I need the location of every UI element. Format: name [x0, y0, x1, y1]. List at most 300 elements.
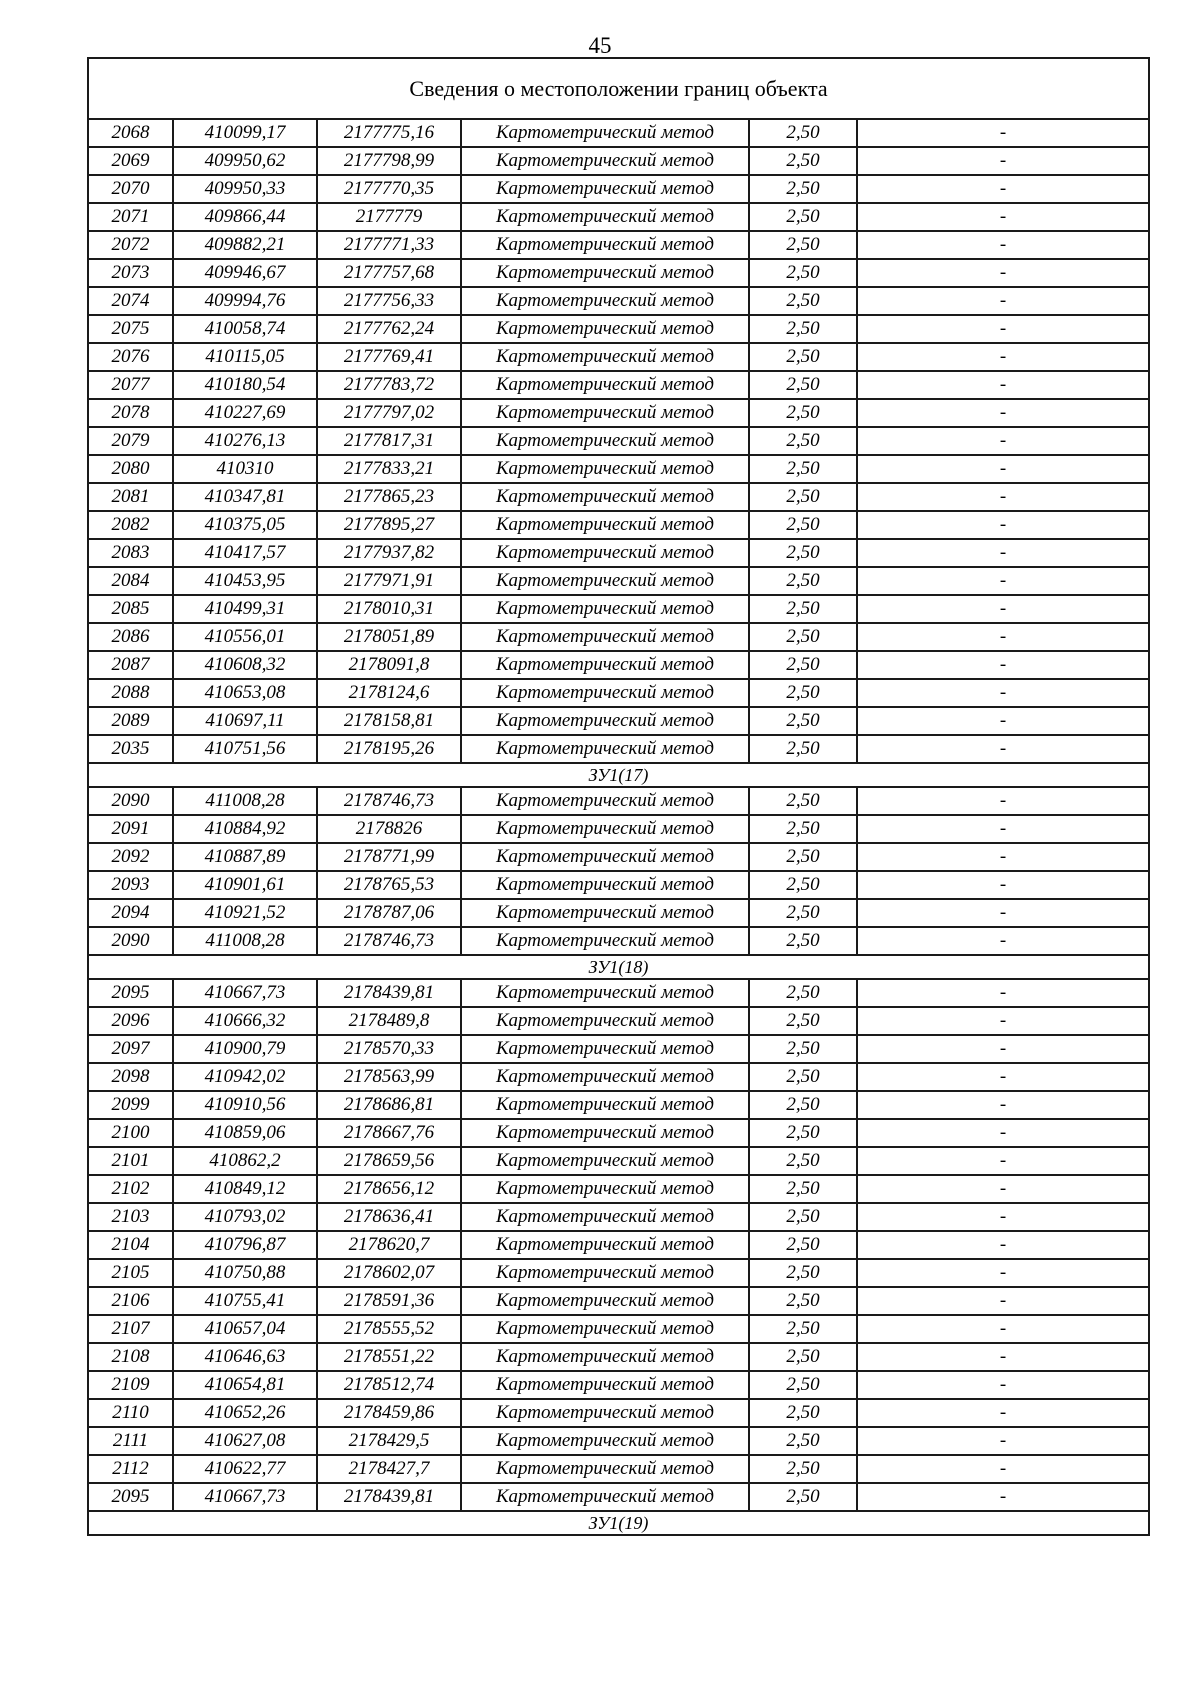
description-cell: - [857, 979, 1149, 1007]
x-coordinate-cell: 410859,06 [173, 1119, 317, 1147]
point-number-cell: 2035 [88, 735, 173, 763]
description-cell: - [857, 1427, 1149, 1455]
description-cell: - [857, 539, 1149, 567]
accuracy-cell: 2,50 [749, 1259, 857, 1287]
accuracy-cell: 2,50 [749, 1231, 857, 1259]
table-row [88, 427, 1149, 455]
table-row [88, 1007, 1149, 1035]
table-row [88, 1483, 1149, 1511]
method-cell: Картометрический метод [461, 259, 749, 287]
accuracy-cell: 2,50 [749, 147, 857, 175]
x-coordinate-cell: 410310 [173, 455, 317, 483]
description-cell: - [857, 287, 1149, 315]
description-cell: - [857, 147, 1149, 175]
method-cell: Картометрический метод [461, 567, 749, 595]
description-cell: - [857, 815, 1149, 843]
point-number-cell: 2078 [88, 399, 173, 427]
description-cell: - [857, 1371, 1149, 1399]
accuracy-cell: 2,50 [749, 1175, 857, 1203]
description-cell: - [857, 483, 1149, 511]
method-cell: Картометрический метод [461, 1147, 749, 1175]
x-coordinate-cell: 410180,54 [173, 371, 317, 399]
x-coordinate-cell: 410942,02 [173, 1063, 317, 1091]
x-coordinate-cell: 410750,88 [173, 1259, 317, 1287]
x-coordinate-cell: 410900,79 [173, 1035, 317, 1063]
y-coordinate-cell: 2177775,16 [317, 119, 461, 147]
point-number-cell: 2098 [88, 1063, 173, 1091]
point-number-cell: 2076 [88, 343, 173, 371]
point-number-cell: 2096 [88, 1007, 173, 1035]
x-coordinate-cell: 411008,28 [173, 787, 317, 815]
y-coordinate-cell: 2178551,22 [317, 1343, 461, 1371]
accuracy-cell: 2,50 [749, 1063, 857, 1091]
accuracy-cell: 2,50 [749, 511, 857, 539]
accuracy-cell: 2,50 [749, 1203, 857, 1231]
accuracy-cell: 2,50 [749, 623, 857, 651]
point-number-cell: 2070 [88, 175, 173, 203]
description-cell: - [857, 231, 1149, 259]
x-coordinate-cell: 410884,92 [173, 815, 317, 843]
point-number-cell: 2112 [88, 1455, 173, 1483]
method-cell: Картометрический метод [461, 371, 749, 399]
method-cell: Картометрический метод [461, 1175, 749, 1203]
table-row [88, 651, 1149, 679]
method-cell: Картометрический метод [461, 1259, 749, 1287]
table-row [88, 119, 1149, 147]
description-cell: - [857, 679, 1149, 707]
point-number-cell: 2107 [88, 1315, 173, 1343]
method-cell: Картометрический метод [461, 1371, 749, 1399]
point-number-cell: 2097 [88, 1035, 173, 1063]
method-cell: Картометрический метод [461, 899, 749, 927]
y-coordinate-cell: 2178439,81 [317, 979, 461, 1007]
point-number-cell: 2082 [88, 511, 173, 539]
table-row [88, 1119, 1149, 1147]
x-coordinate-cell: 410887,89 [173, 843, 317, 871]
description-cell: - [857, 595, 1149, 623]
description-cell: - [857, 371, 1149, 399]
point-number-cell: 2108 [88, 1343, 173, 1371]
point-number-cell: 2089 [88, 707, 173, 735]
method-cell: Картометрический метод [461, 927, 749, 955]
method-cell: Картометрический метод [461, 651, 749, 679]
point-number-cell: 2095 [88, 1483, 173, 1511]
description-cell: - [857, 1231, 1149, 1259]
y-coordinate-cell: 2178746,73 [317, 787, 461, 815]
table-row [88, 735, 1149, 763]
page-number: 45 [588, 33, 612, 58]
description-cell: - [857, 707, 1149, 735]
y-coordinate-cell: 2177797,02 [317, 399, 461, 427]
description-cell: - [857, 1399, 1149, 1427]
accuracy-cell: 2,50 [749, 1091, 857, 1119]
point-number-cell: 2102 [88, 1175, 173, 1203]
table-row [88, 595, 1149, 623]
point-number-cell: 2091 [88, 815, 173, 843]
point-number-cell: 2072 [88, 231, 173, 259]
description-cell: - [857, 567, 1149, 595]
y-coordinate-cell: 2178659,56 [317, 1147, 461, 1175]
table-title-row [88, 58, 1149, 119]
method-cell: Картометрический метод [461, 1007, 749, 1035]
method-cell: Картометрический метод [461, 455, 749, 483]
method-cell: Картометрический метод [461, 871, 749, 899]
method-cell: Картометрический метод [461, 539, 749, 567]
accuracy-cell: 2,50 [749, 455, 857, 483]
x-coordinate-cell: 411008,28 [173, 927, 317, 955]
table-row [88, 539, 1149, 567]
accuracy-cell: 2,50 [749, 595, 857, 623]
method-cell: Картометрический метод [461, 787, 749, 815]
method-cell: Картометрический метод [461, 119, 749, 147]
method-cell: Картометрический метод [461, 343, 749, 371]
x-coordinate-cell: 409950,33 [173, 175, 317, 203]
description-cell: - [857, 1203, 1149, 1231]
method-cell: Картометрический метод [461, 315, 749, 343]
accuracy-cell: 2,50 [749, 787, 857, 815]
accuracy-cell: 2,50 [749, 1371, 857, 1399]
table-row [88, 927, 1149, 955]
accuracy-cell: 2,50 [749, 175, 857, 203]
table-row [88, 1455, 1149, 1483]
x-coordinate-cell: 410276,13 [173, 427, 317, 455]
table-row [88, 1231, 1149, 1259]
point-number-cell: 2095 [88, 979, 173, 1007]
accuracy-cell: 2,50 [749, 1147, 857, 1175]
y-coordinate-cell: 2178656,12 [317, 1175, 461, 1203]
point-number-cell: 2068 [88, 119, 173, 147]
point-number-cell: 2081 [88, 483, 173, 511]
section-header-row [88, 1511, 1149, 1535]
x-coordinate-cell: 410921,52 [173, 899, 317, 927]
description-cell: - [857, 843, 1149, 871]
accuracy-cell: 2,50 [749, 483, 857, 511]
method-cell: Картометрический метод [461, 399, 749, 427]
x-coordinate-cell: 410058,74 [173, 315, 317, 343]
y-coordinate-cell: 2178620,7 [317, 1231, 461, 1259]
method-cell: Картометрический метод [461, 679, 749, 707]
description-cell: - [857, 1259, 1149, 1287]
y-coordinate-cell: 2178563,99 [317, 1063, 461, 1091]
y-coordinate-cell: 2177937,82 [317, 539, 461, 567]
y-coordinate-cell: 2178787,06 [317, 899, 461, 927]
method-cell: Картометрический метод [461, 1231, 749, 1259]
description-cell: - [857, 1035, 1149, 1063]
point-number-cell: 2105 [88, 1259, 173, 1287]
table-row [88, 899, 1149, 927]
y-coordinate-cell: 2177798,99 [317, 147, 461, 175]
y-coordinate-cell: 2178667,76 [317, 1119, 461, 1147]
method-cell: Картометрический метод [461, 511, 749, 539]
method-cell: Картометрический метод [461, 1035, 749, 1063]
description-cell: - [857, 1147, 1149, 1175]
point-number-cell: 2077 [88, 371, 173, 399]
x-coordinate-cell: 410499,31 [173, 595, 317, 623]
point-number-cell: 2104 [88, 1231, 173, 1259]
description-cell: - [857, 1007, 1149, 1035]
accuracy-cell: 2,50 [749, 399, 857, 427]
description-cell: - [857, 1063, 1149, 1091]
y-coordinate-cell: 2177771,33 [317, 231, 461, 259]
y-coordinate-cell: 2177971,91 [317, 567, 461, 595]
point-number-cell: 2092 [88, 843, 173, 871]
table-row [88, 343, 1149, 371]
table-row [88, 1203, 1149, 1231]
x-coordinate-cell: 410901,61 [173, 871, 317, 899]
x-coordinate-cell: 410654,81 [173, 1371, 317, 1399]
accuracy-cell: 2,50 [749, 1399, 857, 1427]
y-coordinate-cell: 2178570,33 [317, 1035, 461, 1063]
description-cell: - [857, 735, 1149, 763]
x-coordinate-cell: 410667,73 [173, 979, 317, 1007]
y-coordinate-cell: 2178489,8 [317, 1007, 461, 1035]
y-coordinate-cell: 2178686,81 [317, 1091, 461, 1119]
method-cell: Картометрический метод [461, 175, 749, 203]
point-number-cell: 2100 [88, 1119, 173, 1147]
table-row [88, 483, 1149, 511]
description-cell: - [857, 1287, 1149, 1315]
table-row [88, 787, 1149, 815]
x-coordinate-cell: 410417,57 [173, 539, 317, 567]
y-coordinate-cell: 2177895,27 [317, 511, 461, 539]
accuracy-cell: 2,50 [749, 1315, 857, 1343]
x-coordinate-cell: 409946,67 [173, 259, 317, 287]
section-label: ЗУ1(19) [88, 1511, 1149, 1535]
section-label: ЗУ1(17) [88, 763, 1149, 787]
description-cell: - [857, 1119, 1149, 1147]
point-number-cell: 2071 [88, 203, 173, 231]
method-cell: Картометрический метод [461, 1119, 749, 1147]
y-coordinate-cell: 2178602,07 [317, 1259, 461, 1287]
accuracy-cell: 2,50 [749, 343, 857, 371]
point-number-cell: 2083 [88, 539, 173, 567]
x-coordinate-cell: 410347,81 [173, 483, 317, 511]
accuracy-cell: 2,50 [749, 979, 857, 1007]
section-header-row [88, 955, 1149, 979]
y-coordinate-cell: 2178765,53 [317, 871, 461, 899]
accuracy-cell: 2,50 [749, 735, 857, 763]
accuracy-cell: 2,50 [749, 1455, 857, 1483]
table-row [88, 707, 1149, 735]
table-row [88, 871, 1149, 899]
description-cell: - [857, 315, 1149, 343]
method-cell: Картометрический метод [461, 735, 749, 763]
accuracy-cell: 2,50 [749, 899, 857, 927]
point-number-cell: 2069 [88, 147, 173, 175]
description-cell: - [857, 871, 1149, 899]
point-number-cell: 2086 [88, 623, 173, 651]
y-coordinate-cell: 2178826 [317, 815, 461, 843]
description-cell: - [857, 623, 1149, 651]
y-coordinate-cell: 2177779 [317, 203, 461, 231]
y-coordinate-cell: 2178158,81 [317, 707, 461, 735]
x-coordinate-cell: 410751,56 [173, 735, 317, 763]
method-cell: Картометрический метод [461, 1455, 749, 1483]
description-cell: - [857, 899, 1149, 927]
x-coordinate-cell: 410849,12 [173, 1175, 317, 1203]
y-coordinate-cell: 2177769,41 [317, 343, 461, 371]
method-cell: Картометрический метод [461, 1203, 749, 1231]
x-coordinate-cell: 410862,2 [173, 1147, 317, 1175]
accuracy-cell: 2,50 [749, 203, 857, 231]
description-cell: - [857, 343, 1149, 371]
x-coordinate-cell: 410375,05 [173, 511, 317, 539]
table-row [88, 1147, 1149, 1175]
y-coordinate-cell: 2177770,35 [317, 175, 461, 203]
method-cell: Картометрический метод [461, 231, 749, 259]
method-cell: Картометрический метод [461, 1063, 749, 1091]
point-number-cell: 2103 [88, 1203, 173, 1231]
x-coordinate-cell: 409882,21 [173, 231, 317, 259]
method-cell: Картометрический метод [461, 147, 749, 175]
accuracy-cell: 2,50 [749, 259, 857, 287]
table-row [88, 1315, 1149, 1343]
point-number-cell: 2088 [88, 679, 173, 707]
method-cell: Картометрический метод [461, 287, 749, 315]
method-cell: Картометрический метод [461, 1343, 749, 1371]
table-row [88, 399, 1149, 427]
table-row [88, 1063, 1149, 1091]
accuracy-cell: 2,50 [749, 231, 857, 259]
description-cell: - [857, 1091, 1149, 1119]
description-cell: - [857, 651, 1149, 679]
description-cell: - [857, 511, 1149, 539]
table-row [88, 1427, 1149, 1455]
y-coordinate-cell: 2177817,31 [317, 427, 461, 455]
accuracy-cell: 2,50 [749, 1483, 857, 1511]
method-cell: Картометрический метод [461, 1427, 749, 1455]
point-number-cell: 2109 [88, 1371, 173, 1399]
table-row [88, 1091, 1149, 1119]
x-coordinate-cell: 410627,08 [173, 1427, 317, 1455]
y-coordinate-cell: 2178051,89 [317, 623, 461, 651]
table-row [88, 287, 1149, 315]
accuracy-cell: 2,50 [749, 927, 857, 955]
accuracy-cell: 2,50 [749, 1427, 857, 1455]
x-coordinate-cell: 410666,32 [173, 1007, 317, 1035]
table-row [88, 623, 1149, 651]
description-cell: - [857, 1455, 1149, 1483]
method-cell: Картометрический метод [461, 1399, 749, 1427]
table-row [88, 979, 1149, 1007]
y-coordinate-cell: 2177783,72 [317, 371, 461, 399]
method-cell: Картометрический метод [461, 707, 749, 735]
accuracy-cell: 2,50 [749, 1119, 857, 1147]
table-row [88, 1343, 1149, 1371]
method-cell: Картометрический метод [461, 427, 749, 455]
y-coordinate-cell: 2177865,23 [317, 483, 461, 511]
point-number-cell: 2094 [88, 899, 173, 927]
description-cell: - [857, 259, 1149, 287]
method-cell: Картометрический метод [461, 623, 749, 651]
method-cell: Картометрический метод [461, 815, 749, 843]
point-number-cell: 2090 [88, 927, 173, 955]
accuracy-cell: 2,50 [749, 707, 857, 735]
y-coordinate-cell: 2177762,24 [317, 315, 461, 343]
point-number-cell: 2084 [88, 567, 173, 595]
point-number-cell: 2079 [88, 427, 173, 455]
accuracy-cell: 2,50 [749, 427, 857, 455]
point-number-cell: 2090 [88, 787, 173, 815]
section-label: ЗУ1(18) [88, 955, 1149, 979]
description-cell: - [857, 1175, 1149, 1203]
y-coordinate-cell: 2178429,5 [317, 1427, 461, 1455]
x-coordinate-cell: 410793,02 [173, 1203, 317, 1231]
point-number-cell: 2075 [88, 315, 173, 343]
point-number-cell: 2093 [88, 871, 173, 899]
y-coordinate-cell: 2178636,41 [317, 1203, 461, 1231]
table-row [88, 1287, 1149, 1315]
x-coordinate-cell: 410453,95 [173, 567, 317, 595]
description-cell: - [857, 927, 1149, 955]
description-cell: - [857, 119, 1149, 147]
table-row [88, 511, 1149, 539]
point-number-cell: 2073 [88, 259, 173, 287]
y-coordinate-cell: 2178591,36 [317, 1287, 461, 1315]
table-row [88, 843, 1149, 871]
x-coordinate-cell: 410227,69 [173, 399, 317, 427]
accuracy-cell: 2,50 [749, 651, 857, 679]
x-coordinate-cell: 410667,73 [173, 1483, 317, 1511]
x-coordinate-cell: 409866,44 [173, 203, 317, 231]
x-coordinate-cell: 410657,04 [173, 1315, 317, 1343]
y-coordinate-cell: 2178459,86 [317, 1399, 461, 1427]
x-coordinate-cell: 410099,17 [173, 119, 317, 147]
table-row [88, 1399, 1149, 1427]
accuracy-cell: 2,50 [749, 843, 857, 871]
method-cell: Картометрический метод [461, 1287, 749, 1315]
accuracy-cell: 2,50 [749, 287, 857, 315]
table-row [88, 147, 1149, 175]
x-coordinate-cell: 410652,26 [173, 1399, 317, 1427]
accuracy-cell: 2,50 [749, 567, 857, 595]
point-number-cell: 2087 [88, 651, 173, 679]
table-row [88, 1035, 1149, 1063]
method-cell: Картометрический метод [461, 1091, 749, 1119]
y-coordinate-cell: 2178010,31 [317, 595, 461, 623]
y-coordinate-cell: 2177756,33 [317, 287, 461, 315]
x-coordinate-cell: 410115,05 [173, 343, 317, 371]
accuracy-cell: 2,50 [749, 871, 857, 899]
x-coordinate-cell: 410556,01 [173, 623, 317, 651]
section-header-row [88, 763, 1149, 787]
table-body [88, 58, 1149, 1535]
x-coordinate-cell: 410608,32 [173, 651, 317, 679]
accuracy-cell: 2,50 [749, 679, 857, 707]
table-row [88, 259, 1149, 287]
table-row [88, 1371, 1149, 1399]
table-row [88, 679, 1149, 707]
method-cell: Картометрический метод [461, 1315, 749, 1343]
accuracy-cell: 2,50 [749, 1035, 857, 1063]
accuracy-cell: 2,50 [749, 119, 857, 147]
description-cell: - [857, 427, 1149, 455]
y-coordinate-cell: 2178427,7 [317, 1455, 461, 1483]
y-coordinate-cell: 2178771,99 [317, 843, 461, 871]
description-cell: - [857, 1483, 1149, 1511]
point-number-cell: 2099 [88, 1091, 173, 1119]
table-row [88, 231, 1149, 259]
point-number-cell: 2085 [88, 595, 173, 623]
description-cell: - [857, 787, 1149, 815]
boundary-coordinates-table [87, 57, 1150, 1536]
y-coordinate-cell: 2178746,73 [317, 927, 461, 955]
point-number-cell: 2106 [88, 1287, 173, 1315]
x-coordinate-cell: 410697,11 [173, 707, 317, 735]
y-coordinate-cell: 2178195,26 [317, 735, 461, 763]
method-cell: Картометрический метод [461, 483, 749, 511]
table-row [88, 203, 1149, 231]
